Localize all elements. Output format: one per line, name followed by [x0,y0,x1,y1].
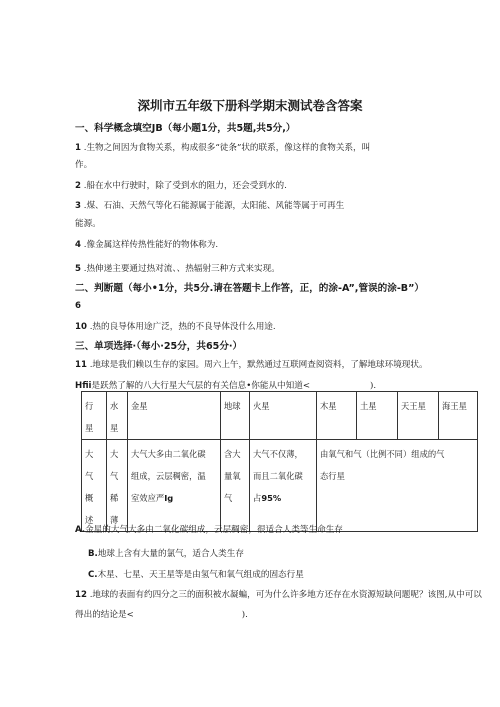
header-cell-mercury: 水 星 [107,392,128,440]
table-intro-text: 是跃然了解的八大行星大气层的有关信息•你能从中知道< [91,381,311,391]
option-text: 木星、七星、天王星等是由氢气和氧气组成的固态行星 [97,570,304,580]
question-text: .煤、石油、天然气等化石能源属于能源，太阳能、风能等属于可再生 [83,201,345,211]
cell-mars: 大气不仅薄， 而且二氧化碳 占95% [250,440,317,532]
question-5 [75,262,280,274]
table-header-row [82,392,478,440]
table-intro [75,379,376,391]
section-2-heading: 二、判断题（每小•1分，共5分.请在答题卡上作答，正，的涂-A”,管误的涂-B”） [75,283,425,294]
row-label-atmosphere: 大 气 概 述 [82,440,107,532]
header-cell-saturn: 土星 [357,392,398,440]
header-cell-planet: 行 星 [82,392,107,440]
question-text: .生物之间因为食物关系，构成很多“徒条”状的联系，像这样的食物关系，叫 [83,143,371,153]
question-number: 11 [75,360,87,370]
question-2 [75,179,287,191]
question-1-continued: 作。 [75,160,93,170]
header-cell-neptune: 海王星 [439,392,478,440]
option-text: 金星的大气大多由二氧化碳组成，云层稠密，很适合人类等生命生存 [85,525,343,535]
section-1-heading: 一、科学概念填空JB（每小题1分，共5题,共5分,） [75,123,296,134]
header-cell-uranus: 天王星 [398,392,439,440]
cell-earth: 含大 量氧 气 [221,440,250,532]
option-label: C. [88,570,98,580]
question-11 [75,358,428,370]
question-text: .地球是我们赖以生存的家园。周六上午，默然通过互联网查阅资料，了解地球环境现状。 [89,360,428,370]
page-title: 深圳市五年级下册科学期末测试卷含答案 [137,98,363,113]
question-3 [75,199,344,211]
header-cell-earth: 地球 [221,392,250,440]
question-continued-text: 得出的结论是< [75,610,134,620]
question-4 [75,238,218,250]
question-number: 4 [75,240,81,250]
cell-gas-giants: 由氧气和气（比例不同）组成的气 态行星 [317,440,478,532]
option-label: B. [88,549,98,559]
question-text: .热伸递主要通过热对流、、热辐射三种方式来实现。 [83,264,280,274]
question-1 [75,141,370,153]
table-intro-prefix: Hfii [75,381,92,391]
question-text: .像金属这样传热性能好的物体称为. [83,240,219,250]
question-text: .船在水中行驶时，除了受到水的阻力，还会受到水的. [83,181,287,191]
header-cell-venus: 金星 [128,392,221,440]
question-text: .地球的表面有约四分之三的面积被水凝蝙，可为什么许多地方还存在水资源短缺问题呢？该图,从中可以 [89,590,482,600]
question-number: 12 [75,590,87,600]
question-12-continued [75,608,248,620]
section-3-heading: 三、单项选择·（每小·25分，共65分·） [75,341,243,352]
question-3-continued: 能源。 [75,219,101,229]
question-number: 10 [75,322,87,332]
question-10 [75,320,276,332]
question-number: 5 [75,264,81,274]
question-number: 3 [75,201,81,211]
option-a[interactable] [75,523,343,535]
header-cell-mars: 火星 [250,392,317,440]
option-label: A. [75,525,86,535]
question-6-number: 6 [75,301,81,311]
option-b[interactable] [88,547,244,559]
question-continued-end: ). [241,610,248,620]
question-12 [75,588,482,600]
cell-mercury: 大 气 稀 薄 [107,440,128,532]
option-c[interactable] [88,568,304,580]
question-number: 1 [75,143,81,153]
planet-atmosphere-table [81,391,478,532]
option-text: 地球上含有大量的氯气，适合人类生存 [97,549,244,559]
cell-venus: 大气大多由二氧化碳 组成，云层稠密，温 室效应严Ig [128,440,221,532]
table-intro-suffix: ). [370,381,377,391]
question-number: 2 [75,181,81,191]
table-data-row [82,440,478,532]
header-cell-jupiter: 木星 [317,392,357,440]
question-text: .热的良导体用途广泛，热的不良导体没什么用途. [89,322,276,332]
